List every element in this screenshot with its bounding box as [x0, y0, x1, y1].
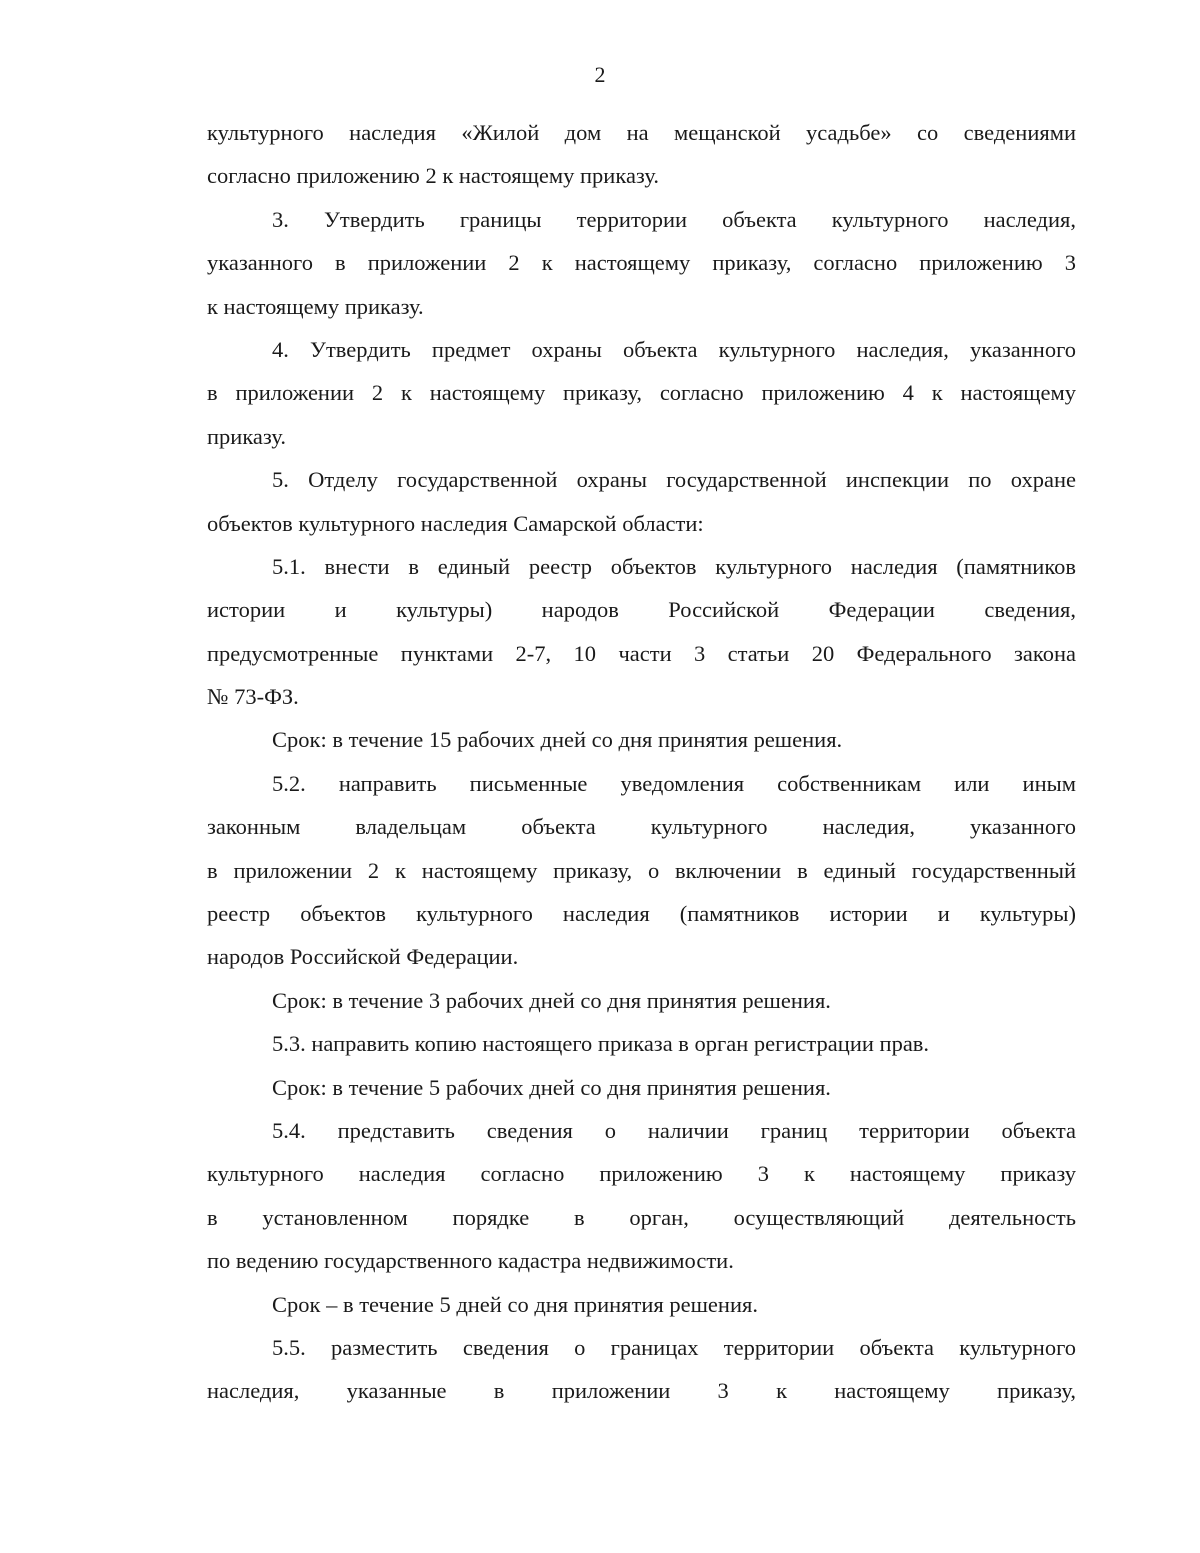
text-line: предусмотренные пунктами 2-7, 10 части 3 статьи 20 Федерального закона	[207, 640, 1076, 666]
text-line: 5.2. направить письменные уведомления собственникам или иным	[272, 770, 1076, 796]
text-line: истории и культуры) народов Российской Федерации сведения,	[207, 597, 1076, 623]
text-line: 5.1. внести в единый реестр объектов культурного наследия (памятников	[272, 553, 1076, 579]
text-line: 5.5. разместить сведения о границах территории объекта культурного	[272, 1334, 1076, 1360]
text-line: приказу.	[207, 423, 286, 449]
text-line: 5.3. направить копию настоящего приказа в орган регистрации прав.	[272, 1031, 930, 1057]
text-line: 3. Утвердить границы территории объекта культурного наследия,	[272, 206, 1076, 232]
text-line: объектов культурного наследия Самарской области:	[207, 510, 704, 536]
text-line: 5.4. представить сведения о наличии границ территории объекта	[272, 1117, 1076, 1143]
text-line: культурного наследия согласно приложению 3 к настоящему приказу	[207, 1161, 1076, 1187]
text-line: законным владельцам объекта культурного наследия, указанного	[207, 814, 1076, 840]
text-line: в установленном порядке в орган, осуществляющий деятельность	[207, 1204, 1076, 1230]
text-line: Срок: в течение 5 рабочих дней со дня принятия решения.	[272, 1074, 831, 1100]
text-line: № 73-ФЗ.	[207, 684, 299, 710]
text-line: указанного в приложении 2 к настоящему приказу, согласно приложению 3	[207, 250, 1076, 276]
text-line: 4. Утвердить предмет охраны объекта культурного наследия, указанного	[272, 336, 1076, 362]
text-line: реестр объектов культурного наследия (памятников истории и культуры)	[207, 901, 1076, 927]
page-number: 2	[594, 62, 606, 87]
text-line: Срок: в течение 3 рабочих дней со дня принятия решения.	[272, 987, 831, 1013]
text-line: согласно приложению 2 к настоящему приказу.	[207, 163, 659, 189]
text-line: Срок: в течение 15 рабочих дней со дня принятия решения.	[272, 727, 843, 753]
text-line: культурного наследия «Жилой дом на мещанской усадьбе» со сведениями	[207, 120, 1076, 145]
text-line: 5. Отделу государственной охраны государственной инспекции по охране	[272, 467, 1076, 493]
text-line: наследия, указанные в приложении 3 к настоящему приказу,	[207, 1378, 1076, 1404]
text-line: народов Российской Федерации.	[207, 944, 519, 970]
text-line: в приложении 2 к настоящему приказу, о включении в единый государственный	[207, 857, 1076, 883]
text-line: к настоящему приказу.	[207, 293, 424, 319]
text-line: Срок – в течение 5 дней со дня принятия решения.	[272, 1291, 758, 1317]
text-line: по ведению государственного кадастра недвижимости.	[207, 1248, 734, 1274]
text-line: в приложении 2 к настоящему приказу, согласно приложению 4 к настоящему	[207, 380, 1076, 406]
document-body	[207, 111, 1076, 1413]
